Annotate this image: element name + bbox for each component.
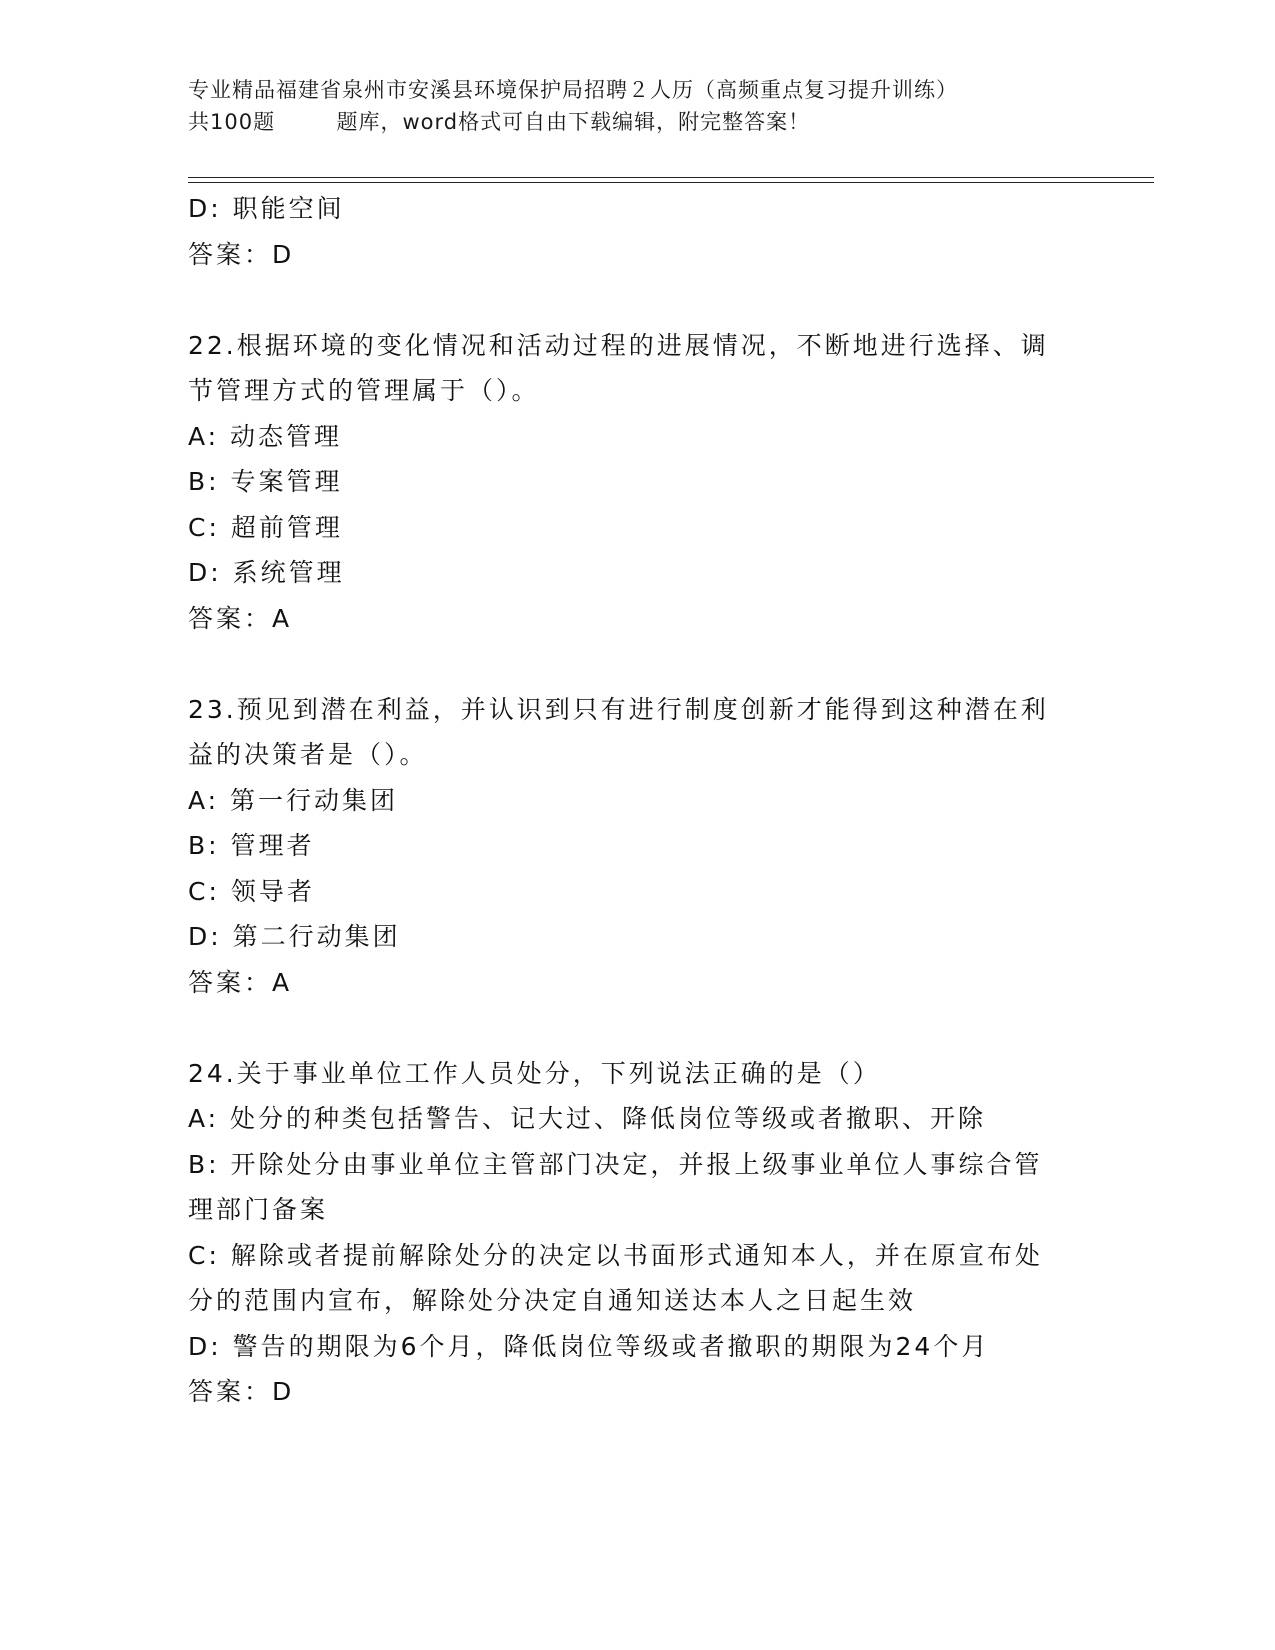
prev-answer: 答案：D bbox=[188, 239, 295, 269]
answer: 答案：A bbox=[188, 603, 293, 633]
question-text-line-1: 24.关于事业单位工作人员处分，下列说法正确的是（） bbox=[188, 1058, 881, 1088]
option-b-line-2: 理部门备案 bbox=[188, 1195, 329, 1224]
question-24 bbox=[188, 1051, 1088, 1415]
option-b: B: 管理者 bbox=[188, 831, 315, 860]
spacer bbox=[188, 277, 1088, 323]
option-b-line-1: B: 开除处分由事业单位主管部门决定，并报上级事业单位人事综合管 bbox=[188, 1149, 1043, 1179]
header-title-line-2: 共100题 题库，word格式可自由下载编辑，附完整答案！ bbox=[188, 110, 811, 134]
header-divider-top bbox=[188, 177, 1154, 178]
question-22 bbox=[188, 323, 1088, 642]
option-c-line-1: C: 解除或者提前解除处分的决定以书面形式通知本人，并在原宣布处 bbox=[188, 1240, 1043, 1270]
prev-option-d: D: 职能空间 bbox=[188, 194, 345, 223]
question-content bbox=[188, 186, 1088, 1415]
option-a: A: 处分的种类包括警告、记大过、降低岗位等级或者撤职、开除 bbox=[188, 1104, 987, 1133]
answer: 答案：A bbox=[188, 967, 293, 997]
answer: 答案：D bbox=[188, 1377, 295, 1406]
spacer bbox=[188, 641, 1088, 687]
page-header bbox=[188, 74, 1088, 138]
question-text-line-2: 益的决策者是（）。 bbox=[188, 740, 428, 769]
option-a: A: 第一行动集团 bbox=[188, 785, 399, 815]
option-c: C: 领导者 bbox=[188, 876, 315, 906]
option-d: D: 警告的期限为6个月，降低岗位等级或者撤职的期限为24个月 bbox=[188, 1331, 990, 1361]
option-c: C: 超前管理 bbox=[188, 512, 343, 542]
option-a: A: 动态管理 bbox=[188, 421, 343, 451]
option-d: D: 第二行动集团 bbox=[188, 922, 401, 951]
option-b: B: 专案管理 bbox=[188, 467, 343, 496]
question-text-line-2: 节管理方式的管理属于（）。 bbox=[188, 376, 540, 405]
option-d: D: 系统管理 bbox=[188, 558, 345, 587]
spacer bbox=[188, 1005, 1088, 1051]
question-text-line-1: 23.预见到潜在利益，并认识到只有进行制度创新才能得到这种潜在利 bbox=[188, 694, 1049, 724]
question-23 bbox=[188, 687, 1088, 1006]
header-title-line-1: 专业精品福建省泉州市安溪县环境保护局招聘２人历（高频重点复习提升训练） bbox=[188, 78, 958, 102]
header-divider-bottom bbox=[188, 182, 1154, 183]
option-c-line-2: 分的范围内宣布，解除处分决定自通知送达本人之日起生效 bbox=[188, 1286, 917, 1315]
question-text-line-1: 22.根据环境的变化情况和活动过程的进展情况，不断地进行选择、调 bbox=[188, 330, 1049, 360]
